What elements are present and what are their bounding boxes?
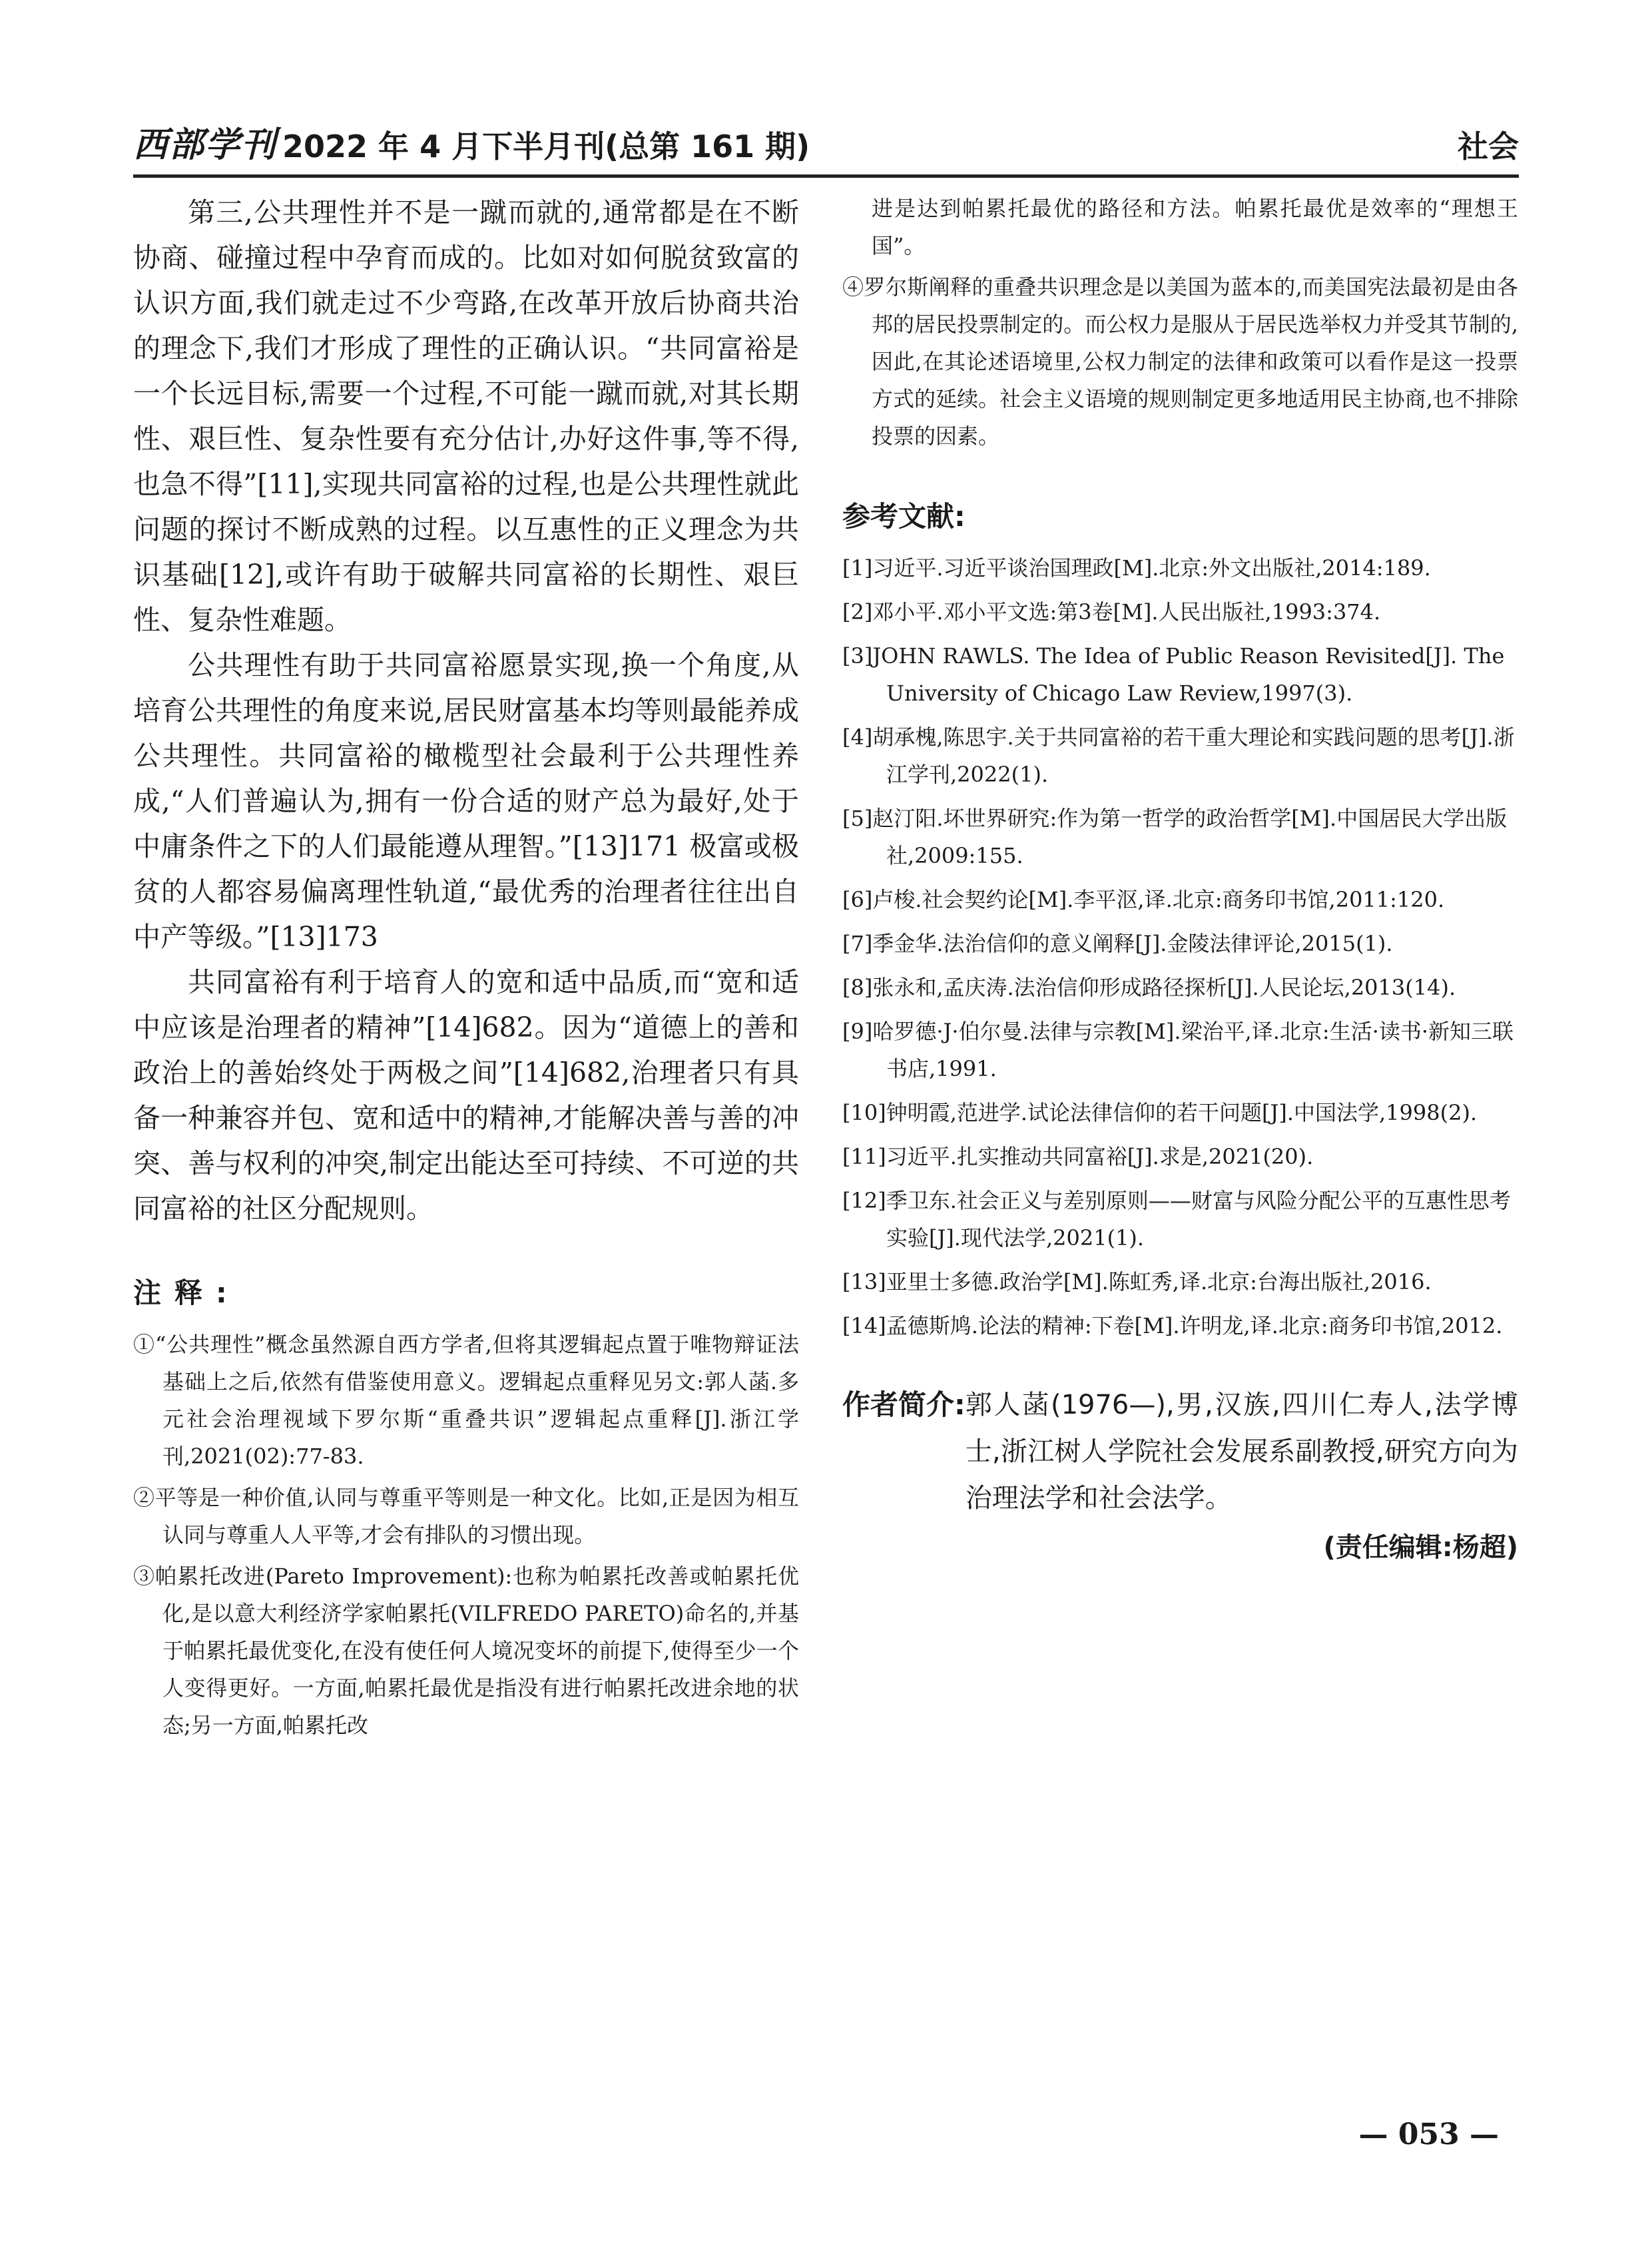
note-item: ①“公共理性”概念虽然源自西方学者,但将其逻辑起点置于唯物辩证法基础上之后,依然有借鉴使用意义。逻辑起点重释见另文:郭人菡.多元社会治理视域下罗尔斯“重叠共识”逻辑起点重释[J].浙江学刊,2021(02):77-83. (133, 1332, 799, 1469)
notes-heading: 注释: (133, 1276, 240, 1309)
reference-item: [14]孟德斯鸠.论法的精神:下卷[M].许明龙,译.北京:商务印书馆,2012. (842, 1313, 1503, 1338)
body-paragraph: 共同富裕有利于培育人的宽和适中品质,而“宽和适中应该是治理者的精神”[14]682。因为“道德上的善和政治上的善始终处于两极之间”[14]682,治理者只有具备一种兼容并包、宽和适中的精神,才能解决善与善的冲突、善与权利的冲突,制定出能达至可持续、不可逆的共同富裕的社区分配规则。 (133, 966, 799, 1225)
author-row (842, 1382, 1518, 1522)
note-item: ④罗尔斯阐释的重叠共识理念是以美国为蓝本的,而美国宪法最初是由各邦的居民投票制定的。而公权力是服从于居民选举权力并受其节制的,因此,在其论述语境里,公权力制定的法律和政策可以看作是这一投票方式的延续。社会主义语境的规则制定更多地适用民主协商,也不排除投票的因素。 (842, 274, 1518, 449)
reference-item: [5]赵汀阳.坏世界研究:作为第一哲学的政治哲学[M].中国居民大学出版社,2009:155. (842, 806, 1508, 868)
reference-item: [8]张永和,孟庆涛.法治信仰形成路径探析[J].人民论坛,2013(14). (842, 975, 1456, 1000)
reference-item: [13]亚里士多德.政治学[M].陈虹秀,译.北京:台海出版社,2016. (842, 1269, 1432, 1294)
references-heading: 参考文献: (842, 500, 965, 533)
reference-item: [12]季卫东.社会正义与差别原则——财富与风险分配公平的互惠性思考实验[J].现代法学,2021(1). (842, 1188, 1511, 1251)
reference-item: [4]胡承槐,陈思宇.关于共同富裕的若干重大理论和实践问题的思考[J].浙江学刊,2022(1). (842, 724, 1515, 787)
reference-item: [7]季金华.法治信仰的意义阐释[J].金陵法律评论,2015(1). (842, 931, 1393, 956)
author-bio (842, 1382, 1518, 1571)
reference-item: [1]习近平.习近平谈治国理政[M].北京:外文出版社,2014:189. (842, 555, 1431, 581)
journal-logo: 西部学刊 (133, 125, 278, 165)
author-label: 作者简介: (842, 1388, 965, 1421)
reference-item: [10]钟明霞,范进学.试论法律信仰的若干问题[J].中国法学,1998(2). (842, 1100, 1478, 1125)
reference-item: [11]习近平.扎实推动共同富裕[J].求是,2021(20). (842, 1144, 1314, 1169)
responsible-editor: (责任编辑:杨超) (1323, 1532, 1518, 1563)
left-column (133, 190, 799, 1748)
page-number: — 053 — (1358, 2117, 1499, 2151)
reference-item: [6]卢梭.社会契约论[M].李平沤,译.北京:商务印书馆,2011:120. (842, 887, 1445, 912)
section-name: 社会 (1458, 129, 1519, 164)
issue-info: 2022 年 4 月下半月刊(总第 161 期) (282, 129, 810, 164)
reference-item: [9]哈罗德·J·伯尔曼.法律与宗教[M].梁治平,译.北京:生活·读书·新知三联书店,1991. (842, 1019, 1514, 1081)
note-item: ②平等是一种价值,认同与尊重平等则是一种文化。比如,正是因为相互认同与尊重人人平等,才会有排队的习惯出现。 (133, 1485, 799, 1547)
page-header (133, 100, 1519, 166)
header-left (133, 117, 810, 166)
right-column (842, 190, 1518, 1571)
body-paragraph: 公共理性有助于共同富裕愿景实现,换一个角度,从培育公共理性的角度来说,居民财富基本均等则最能养成公共理性。共同富裕的橄榄型社会最利于公共理性养成,“人们普遍认为,拥有一份合适的财产总为最好,处于中庸条件之下的人们最能遵从理智。”[13]171 极富或极贫的人都容易偏离理性轨道,“最优秀的治理者往往出自中产等级。”[13]173 (133, 649, 799, 953)
author-text: 郭人菡(1976—),男,汉族,四川仁寿人,法学博士,浙江树人学院社会发展系副教授,研究方向为治理法学和社会法学。 (965, 1390, 1518, 1514)
body-paragraph: 第三,公共理性并不是一蹴而就的,通常都是在不断协商、碰撞过程中孕育而成的。比如对如何脱贫致富的认识方面,我们就走过不少弯路,在改革开放后协商共治的理念下,我们才形成了理性的正确认识。“共同富裕是一个长远目标,需要一个过程,不可能一蹴而就,对其长期性、艰巨性、复杂性要有充分估计,办好这件事,等不得,也急不得”[11],实现共同富裕的过程,也是公共理性就此问题的探讨不断成熟的过程。以互惠性的正义理念为共识基础[12],或许有助于破解共同富裕的长期性、艰巨性、复杂性难题。 (133, 196, 799, 636)
note-item: ③帕累托改进(Pareto Improvement):也称为帕累托改善或帕累托优化,是以意大利经济学家帕累托(VILFREDO PARETO)命名的,并基于帕累托最优变化,在没有使任何人境况变坏的前提下,使得至少一个人变得更好。一方面,帕累托最优是指没有进行帕累托改进余地的状态;另一方面,帕累托改 (133, 1563, 799, 1738)
note-item-continued: 进是达到帕累托最优的路径和方法。帕累托最优是效率的“理想王国”。 (872, 196, 1518, 258)
reference-item: [3]JOHN RAWLS. The Idea of Public Reason Revisited[J]. The University of Chicago Law Review,1997(3). (842, 643, 1505, 706)
reference-item: [2]邓小平.邓小平文选:第3卷[M].人民出版社,1993:374. (842, 599, 1381, 625)
header-rule (133, 174, 1519, 178)
